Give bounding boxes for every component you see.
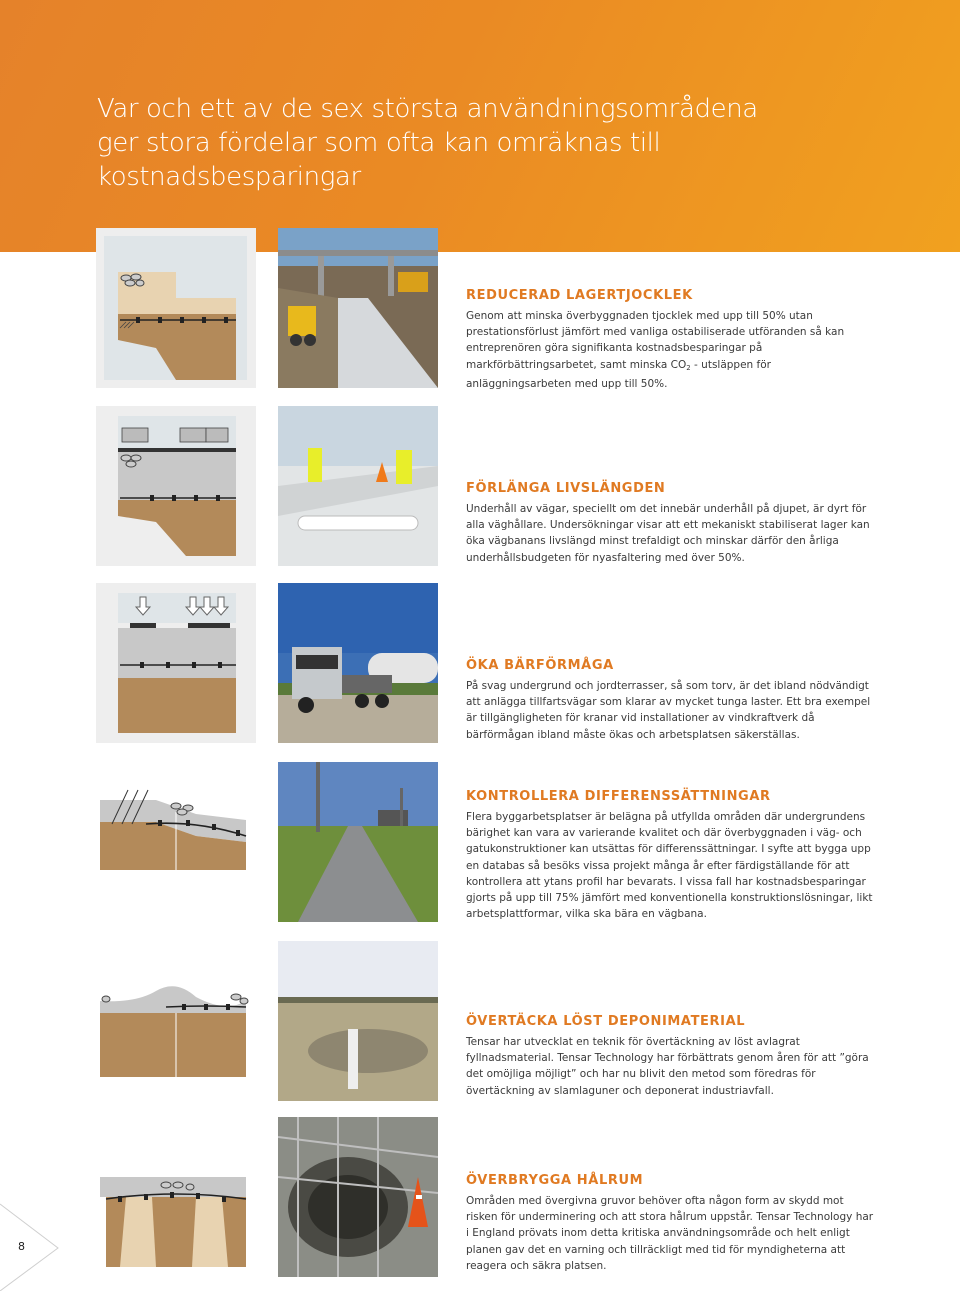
- section-bridge-voids: [466, 1173, 876, 1274]
- header-banner: [0, 0, 960, 252]
- section-cover-loose-deposits: [466, 1014, 876, 1099]
- photo-workers-geogrid: [278, 406, 438, 566]
- photo-sinkhole: [278, 1117, 438, 1277]
- section-heading: ÖVERBRYGGA HÅLRUM: [466, 1173, 644, 1188]
- page-number: 8: [18, 1240, 25, 1253]
- page-title: [97, 92, 797, 194]
- section-body: Flera byggarbetsplatser är belägna på utfyllda områden där undergrundens bärighet kan vara av varierande kvalitet och där överbyggnaden i väg- och gatukonstruktioner kan utsättas för differenssättningar. I syfte att bygga upp en databas så besöks vissa projekt många år efter färdigställande för att kontrollera att ytans profil har bevarats. I vissa fall har kostnadsbesparingar gjorts på upp till 75% jämfört med konventionella konstruktionslösningar, likt arbetsplattformar, vilka ska bära en vägbana.: [466, 811, 873, 921]
- section-heading: FÖRLÄNGA LIVSLÄNGDEN: [466, 481, 666, 496]
- section-heading: REDUCERAD LAGERTJOCKLEK: [466, 288, 693, 303]
- section-body: Genom att minska överbyggnaden tjocklek med upp till 50% utan prestationsförlust jämfört med vanliga ostabiliserade utföranden så kan entreprenören göra signifikanta kostnadsbesparingar på markförbättringsarbetet, samt minska $CO_2$ - utsläppen för anläggningsarbeten med upp till 50%.: [466, 310, 845, 390]
- diagram-bearing-capacity: [96, 583, 256, 743]
- section-bearing-capacity: [466, 658, 876, 743]
- section-body: Områden med övergivna gruvor behöver ofta någon form av skydd mot risken för underminering och att stora hålrum uppstår. Tensar Technology har i England prövats inom detta kritiska användningsområde och helt enligt planen gav det en varning och tillräckligt med tid för myndigheterna att reagera och säkra platsen.: [466, 1195, 874, 1272]
- diagram-extend-lifespan: [96, 406, 256, 566]
- photo-construction-bridge: [278, 228, 438, 388]
- section-body: Underhåll av vägar, speciellt om det innebär underhåll på djupet, är dyrt för alla väghållare. Undersökningar visar att ett mekaniskt stabiliserat lager kan öka vägbanans livslängd minst trefaldigt och minskar därför den årliga underhållsbudgeten för nyasfaltering med över 50%.: [466, 503, 870, 564]
- photo-road-construction: [278, 762, 438, 922]
- section-extend-lifespan: [466, 481, 876, 566]
- section-heading: ÖVERTÄCKA LÖST DEPONIMATERIAL: [466, 1014, 746, 1029]
- diagram-bridge-voids: [96, 1117, 256, 1277]
- diagram-differential-settlement: [96, 762, 256, 922]
- diagram-cover-loose-deposits: [96, 941, 256, 1101]
- photo-heavy-truck: [278, 583, 438, 743]
- section-body: Tensar har utvecklat en teknik för övertäckning av löst avlagrat fyllnadsmaterial. Tensar Technology har förbättrats genom åren för att ”göra det omöjliga möjligt” och har nu blivit den metod som föredras för övertäckning av slamlaguner och deponerat industriavfall.: [466, 1036, 869, 1097]
- section-heading: KONTROLLERA DIFFERENSSÄTTNINGAR: [466, 789, 771, 804]
- title-line-2: ger stora fördelar som ofta kan omräknas till: [97, 128, 661, 158]
- section-reduced-thickness: [466, 288, 876, 392]
- section-body: På svag undergrund och jordterrasser, så som torv, är det ibland nödvändigt att anlägga tillfartsvägar som klarar av mycket tunga laster. Ett bra exempel är tillgängligheten för kranar vid installationer av vindkraftverk då bärförmågan ibland måste ökas och arbetsplatsen säkerställas.: [466, 680, 871, 741]
- title-line-1: Var och ett av de sex största användningsområdena: [97, 94, 758, 124]
- photo-sludge-lagoon: [278, 941, 438, 1101]
- diagram-reduced-thickness: [96, 228, 256, 388]
- section-heading: ÖKA BÄRFÖRMÅGA: [466, 658, 614, 673]
- page-tab: [0, 1196, 60, 1291]
- title-line-3: kostnadsbesparingar: [97, 162, 361, 192]
- section-differential-settlement: [466, 789, 876, 922]
